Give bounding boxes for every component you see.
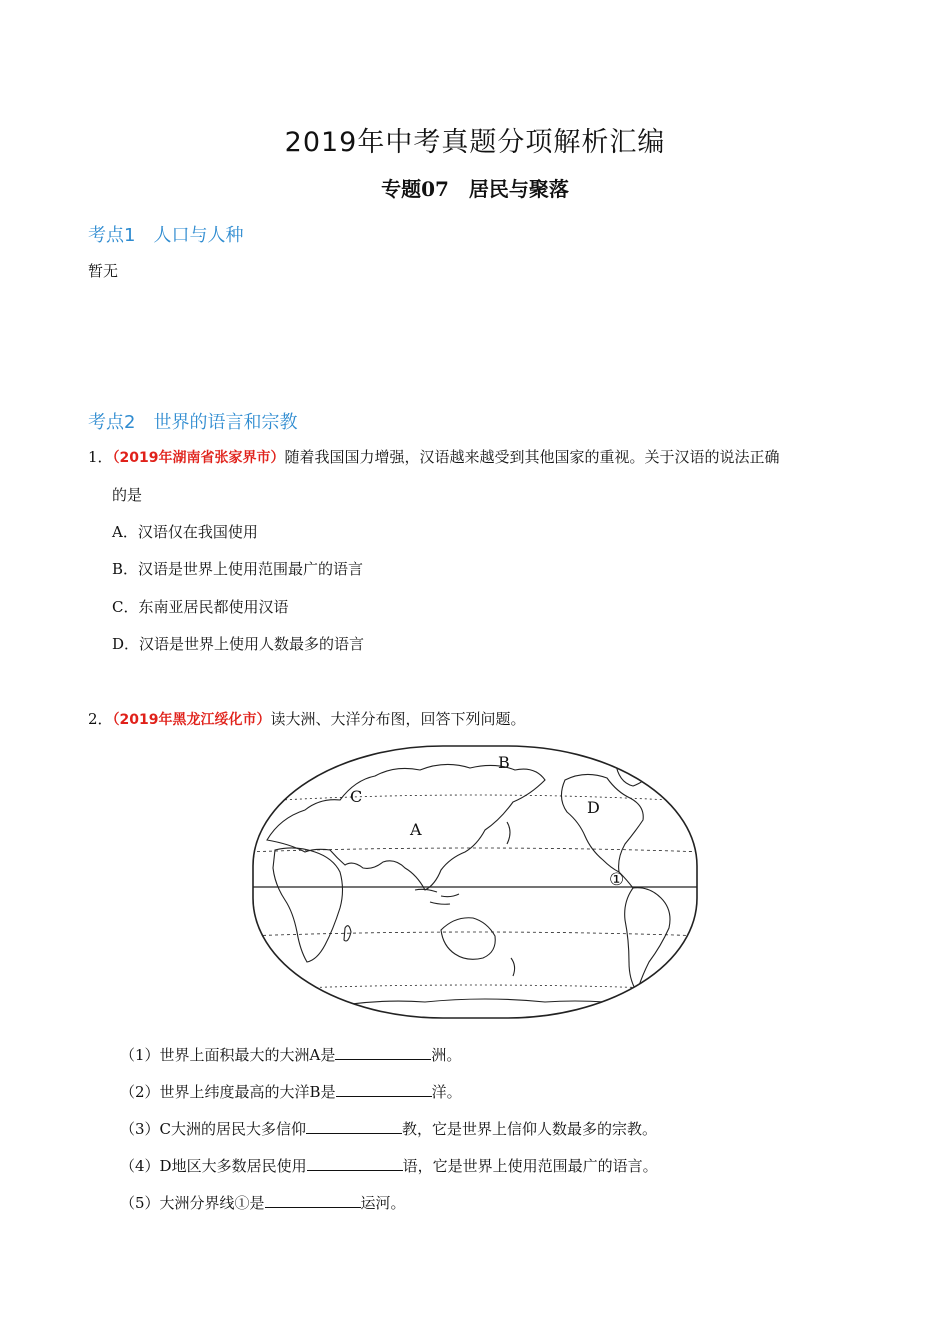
- question-2-source: （2019年黑龙江绥化市）: [112, 712, 271, 728]
- question-1-option-c: C．东南亚居民都使用汉语: [112, 598, 289, 616]
- section-2-label: 考点2: [88, 412, 136, 433]
- section-1-label: 考点1: [88, 225, 136, 246]
- sub-5-suffix: 运河。: [360, 1194, 406, 1212]
- question-1-stem: [88, 446, 780, 467]
- sub-3-prefix: （3）C大洲的居民大多信仰: [120, 1120, 307, 1138]
- answer-blank-2[interactable]: [336, 1082, 432, 1097]
- sub-1-prefix: （1）世界上面积最大的大洲A是: [120, 1046, 336, 1064]
- world-map: [245, 740, 705, 1025]
- section-1-name: 人口与人种: [153, 225, 244, 246]
- page-title: 2019年中考真题分项解析汇编: [284, 127, 666, 158]
- map-label-c: C: [350, 787, 363, 806]
- question-2-sub-5: [120, 1192, 406, 1213]
- section-2-heading: [88, 408, 297, 434]
- sub-1-suffix: 洲。: [431, 1046, 462, 1064]
- question-2-sub-3: [120, 1118, 657, 1139]
- sub-5-prefix: （5）大洲分界线①是: [120, 1194, 265, 1212]
- answer-blank-5[interactable]: [265, 1193, 361, 1208]
- answer-blank-4[interactable]: [307, 1156, 403, 1171]
- map-label-d: D: [587, 798, 600, 817]
- sub-4-prefix: （4）D地区大多数居民使用: [120, 1157, 307, 1175]
- question-1-number: 1．: [88, 448, 113, 466]
- question-2-text: 读大洲、大洋分布图，回答下列问题。: [270, 710, 526, 728]
- question-2-stem: [88, 708, 526, 729]
- sub-2-suffix: 洋。: [431, 1083, 462, 1101]
- section-1-heading: [88, 221, 243, 247]
- question-2-sub-1: [120, 1044, 461, 1065]
- answer-blank-1[interactable]: [335, 1045, 431, 1060]
- page-subtitle: 专题07 居民与聚落: [381, 177, 569, 201]
- question-1-option-d: D．汉语是世界上使用人数最多的语言: [112, 635, 365, 653]
- map-label-a: A: [410, 820, 422, 839]
- section-1-content: 暂无: [88, 262, 119, 280]
- map-label-b: B: [498, 753, 510, 772]
- question-1-option-a: A．汉语仅在我国使用: [112, 523, 258, 541]
- question-2-sub-4: [120, 1155, 658, 1176]
- question-1-text: 随着我国国力增强，汉语越来越受到其他国家的重视。关于汉语的说法正确: [284, 448, 780, 466]
- map-label-canal: ①: [609, 870, 625, 890]
- sub-4-suffix: 语，它是世界上使用范围最广的语言。: [402, 1157, 658, 1175]
- question-2-number: 2．: [88, 710, 113, 728]
- question-1-option-b: B．汉语是世界上使用范围最广的语言: [112, 560, 364, 578]
- answer-blank-3[interactable]: [306, 1119, 402, 1134]
- question-1-text-continued: 的是: [112, 486, 143, 504]
- question-1-source: （2019年湖南省张家界市）: [112, 450, 285, 466]
- section-2-name: 世界的语言和宗教: [153, 412, 298, 433]
- sub-3-suffix: 教，它是世界上信仰人数最多的宗教。: [402, 1120, 658, 1138]
- question-2-sub-2: [120, 1081, 462, 1102]
- sub-2-prefix: （2）世界上纬度最高的大洋B是: [120, 1083, 336, 1101]
